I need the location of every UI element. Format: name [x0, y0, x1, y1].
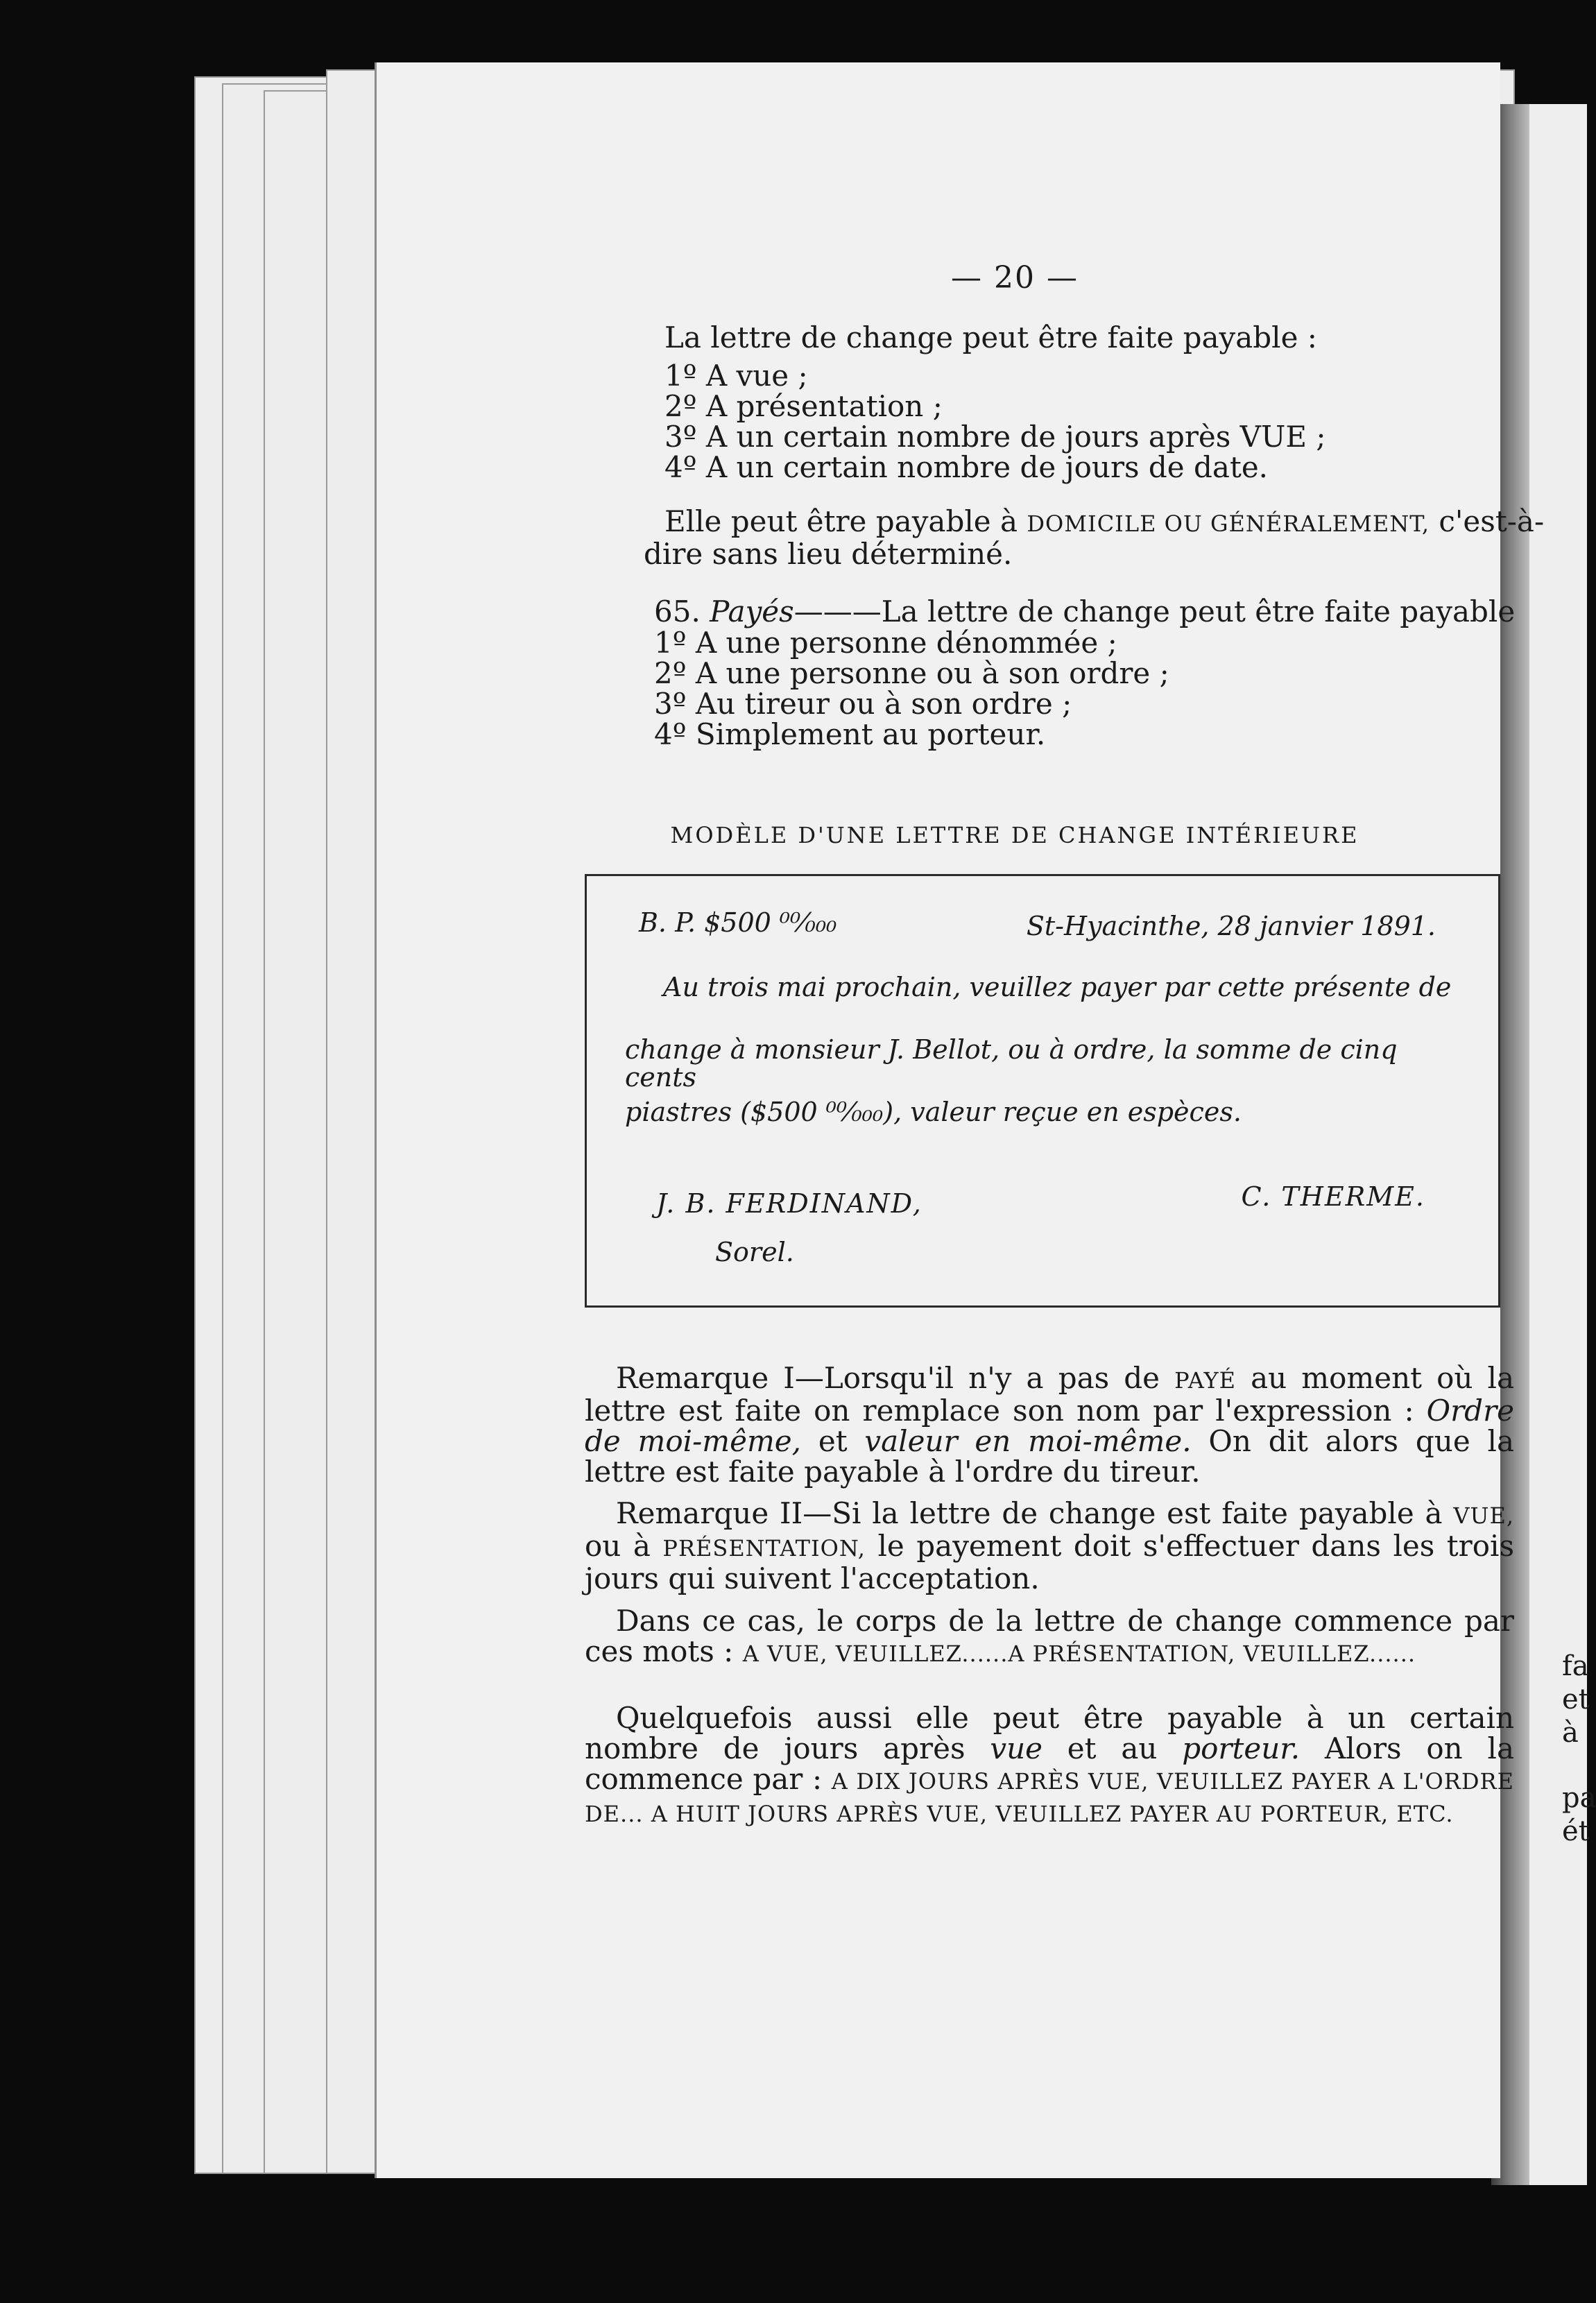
- book-page: [375, 62, 1545, 2178]
- section-65-heading: 65. Payés———La lettre de change peut être faite payable: [654, 594, 1516, 628]
- list-item: 2º A une personne ou à son ordre ;: [654, 656, 1169, 690]
- final-paragraph: Quelquefois aussi elle peut être payable à un certain nombre de jours après vue et au porteur. Alors on la commence par : A DIX JOURS APRÈS VUE, VEUILLEZ PAYER A L'ORDRE DE... A HUIT JOURS APRÈS VUE, VEUILLEZ PAYER AU PORTEUR, ETC.: [585, 1701, 1514, 1827]
- bill-drawer-signature: C. THERME.: [1241, 1181, 1425, 1212]
- list-item: 1º A vue ;: [664, 359, 808, 393]
- bill-line: piastres ($500 ⁰⁰⁄₀₀₀), valeur reçue en espèces.: [625, 1097, 1242, 1127]
- bill-amount: B. P. $500 ⁰⁰⁄₀₀₀: [639, 907, 837, 938]
- intro-line: La lettre de change peut être faite payable :: [664, 320, 1317, 354]
- bill-drawee-city: Sorel.: [715, 1237, 794, 1267]
- bill-line: change à monsieur J. Bellot, ou à ordre, la somme de cinq cents: [625, 1034, 1398, 1093]
- adjacent-page-fragment: et: [1562, 1684, 1590, 1715]
- list-item: 3º A un certain nombre de jours après VUE ;: [664, 420, 1326, 454]
- bill-drawee: J. B. FERDINAND,: [656, 1188, 923, 1219]
- remark-2: Remarque II—Si la lettre de change est faite payable à VUE, ou à PRÉSENTATION, le payement doit s'effectuer dans les trois jours qui suivent l'acceptation.: [585, 1496, 1515, 1595]
- list-item: 2º A présentation ;: [664, 389, 943, 423]
- bill-of-exchange-model: [585, 874, 1500, 1308]
- payee-list: [654, 628, 1169, 750]
- model-title: MODÈLE D'UNE LETTRE DE CHANGE INTÉRIEURE: [670, 822, 1359, 848]
- list-item: 3º Au tireur ou à son ordre ;: [654, 687, 1072, 721]
- list-item: 4º Simplement au porteur.: [654, 717, 1046, 751]
- remark-1: Remarque I—Lorsqu'il n'y a pas de PAYÉ au moment où la lettre est faite on remplace son nom par l'expression : Ordre de moi-même, et valeur en moi-même. On dit alors que la lettre est faite payable à l'ordre du tireur.: [585, 1361, 1515, 1489]
- list-item: 4º A un certain nombre de jours de date.: [664, 450, 1269, 484]
- domicile-paragraph: Elle peut être payable à DOMICILE OU GÉNÉRALEMENT, c'est-à-dire sans lieu déterminé.: [644, 504, 1545, 571]
- bill-place-date: St-Hyacinthe, 28 janvier 1891.: [1026, 911, 1436, 941]
- case-paragraph: Dans ce cas, le corps de la lettre de change commence par ces mots : A VUE, VEUILLEZ......A PRÉSENTATION, VEUILLEZ......: [585, 1604, 1514, 1668]
- bill-line: Au trois mai prochain, veuillez payer par cette présente de: [663, 972, 1452, 1002]
- list-item: 1º A une personne dénommée ;: [654, 626, 1117, 660]
- adjacent-page-fragment: fa: [1562, 1650, 1589, 1682]
- adjacent-page: [1529, 104, 1587, 2185]
- page-number: — 20 —: [951, 260, 1079, 296]
- adjacent-page-fragment: à: [1562, 1717, 1579, 1749]
- adjacent-page-fragment: pa: [1562, 1782, 1596, 1814]
- payable-list: [664, 361, 1326, 483]
- adjacent-page-fragment: ét: [1562, 1815, 1590, 1847]
